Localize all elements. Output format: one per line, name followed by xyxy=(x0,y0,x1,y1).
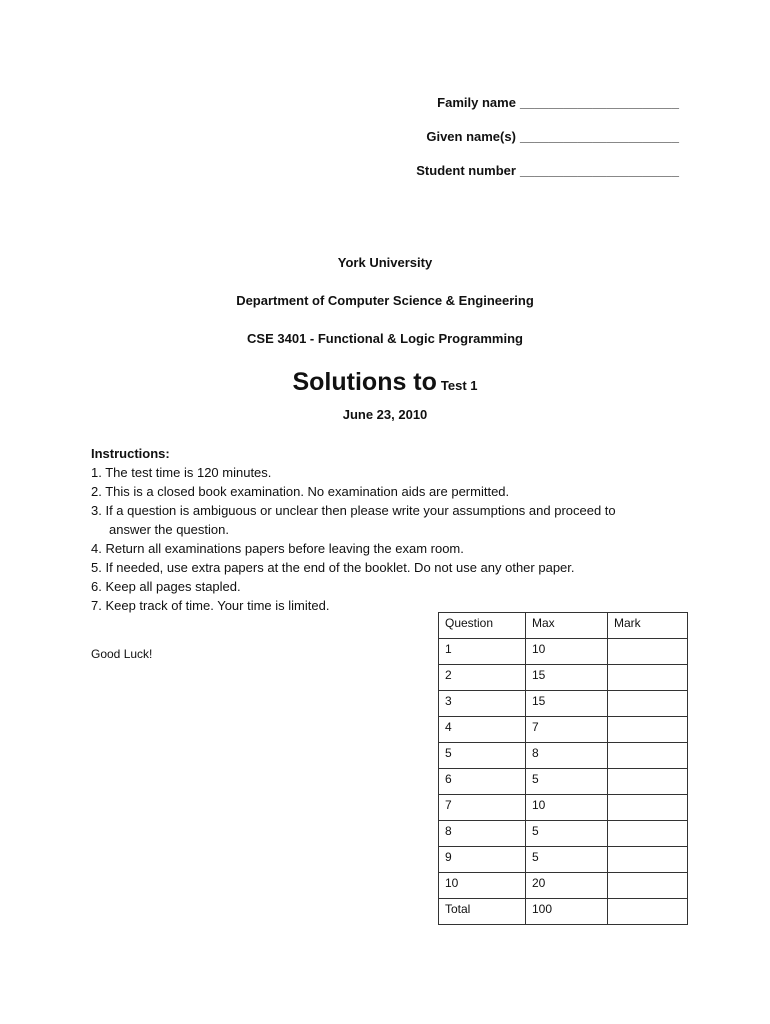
instruction-item: 3. If a question is ambiguous or unclear then please write your assumptions and proceed to xyxy=(91,503,616,518)
cell-question: 6 xyxy=(439,769,526,795)
title-small: Test 1 xyxy=(440,378,478,393)
cell-max: 15 xyxy=(526,691,608,717)
cell-max: 5 xyxy=(526,847,608,873)
table-row xyxy=(439,873,688,899)
cell-mark[interactable] xyxy=(608,899,688,925)
cell-question: 8 xyxy=(439,821,526,847)
cell-question: 10 xyxy=(439,873,526,899)
instructions-block xyxy=(91,444,616,615)
table-row xyxy=(439,795,688,821)
cell-mark[interactable] xyxy=(608,717,688,743)
table-row xyxy=(439,691,688,717)
family-name-label: Family name xyxy=(437,95,516,110)
department-name: Department of Computer Science & Engineering xyxy=(236,293,534,308)
student-number-label: Student number xyxy=(416,163,516,178)
cell-mark[interactable] xyxy=(608,691,688,717)
course-title: CSE 3401 - Functional & Logic Programming xyxy=(247,331,523,346)
cell-question: 7 xyxy=(439,795,526,821)
cell-mark[interactable] xyxy=(608,873,688,899)
table-header-row xyxy=(439,613,688,639)
cell-question: 5 xyxy=(439,743,526,769)
cell-question: Total xyxy=(439,899,526,925)
cell-mark[interactable] xyxy=(608,821,688,847)
table-row xyxy=(439,899,688,925)
cell-mark[interactable] xyxy=(608,665,688,691)
instruction-item: 7. Keep track of time. Your time is limited. xyxy=(91,598,330,613)
title-large: Solutions to xyxy=(292,368,437,396)
table-row xyxy=(439,717,688,743)
table-row xyxy=(439,639,688,665)
instruction-item: 5. If needed, use extra papers at the end of the booklet. Do not use any other paper. xyxy=(91,560,575,575)
instruction-item: 2. This is a closed book examination. No examination aids are permitted. xyxy=(91,484,510,499)
table-row xyxy=(439,743,688,769)
exam-date: June 23, 2010 xyxy=(342,407,428,422)
good-luck-text: Good Luck! xyxy=(91,647,153,661)
cell-mark[interactable] xyxy=(608,743,688,769)
marks-table xyxy=(438,612,688,925)
instruction-item: 4. Return all examinations papers before leaving the exam room. xyxy=(91,541,464,556)
given-names-field[interactable] xyxy=(416,128,679,162)
instruction-item: 6. Keep all pages stapled. xyxy=(91,579,241,594)
given-names-label: Given name(s) xyxy=(426,129,516,144)
cell-max: 10 xyxy=(526,639,608,665)
cell-max: 20 xyxy=(526,873,608,899)
family-name-blank[interactable]: ______________________ xyxy=(519,95,679,110)
cell-max: 8 xyxy=(526,743,608,769)
document-title xyxy=(0,368,770,397)
table-row xyxy=(439,821,688,847)
header-mark: Mark xyxy=(608,613,688,639)
university-name: York University xyxy=(337,255,433,270)
header-max: Max xyxy=(526,613,608,639)
cell-mark[interactable] xyxy=(608,847,688,873)
instruction-item-continuation: answer the question. xyxy=(109,522,229,537)
student-number-blank[interactable]: ______________________ xyxy=(519,163,679,178)
student-number-field[interactable] xyxy=(416,162,679,196)
cell-max: 10 xyxy=(526,795,608,821)
given-names-blank[interactable]: ______________________ xyxy=(519,129,679,144)
cell-question: 9 xyxy=(439,847,526,873)
cell-max: 5 xyxy=(526,769,608,795)
cell-max: 5 xyxy=(526,821,608,847)
student-info-fields xyxy=(416,94,679,196)
cell-question: 1 xyxy=(439,639,526,665)
header-question: Question xyxy=(439,613,526,639)
cell-max: 7 xyxy=(526,717,608,743)
table-row xyxy=(439,847,688,873)
instruction-item: 1. The test time is 120 minutes. xyxy=(91,465,272,480)
cell-max: 100 xyxy=(526,899,608,925)
cell-mark[interactable] xyxy=(608,769,688,795)
table-row xyxy=(439,665,688,691)
cell-question: 4 xyxy=(439,717,526,743)
cell-mark[interactable] xyxy=(608,639,688,665)
table-row xyxy=(439,769,688,795)
cell-question: 2 xyxy=(439,665,526,691)
cell-question: 3 xyxy=(439,691,526,717)
instructions-heading: Instructions: xyxy=(91,446,170,461)
family-name-field[interactable] xyxy=(416,94,679,128)
cell-mark[interactable] xyxy=(608,795,688,821)
cell-max: 15 xyxy=(526,665,608,691)
